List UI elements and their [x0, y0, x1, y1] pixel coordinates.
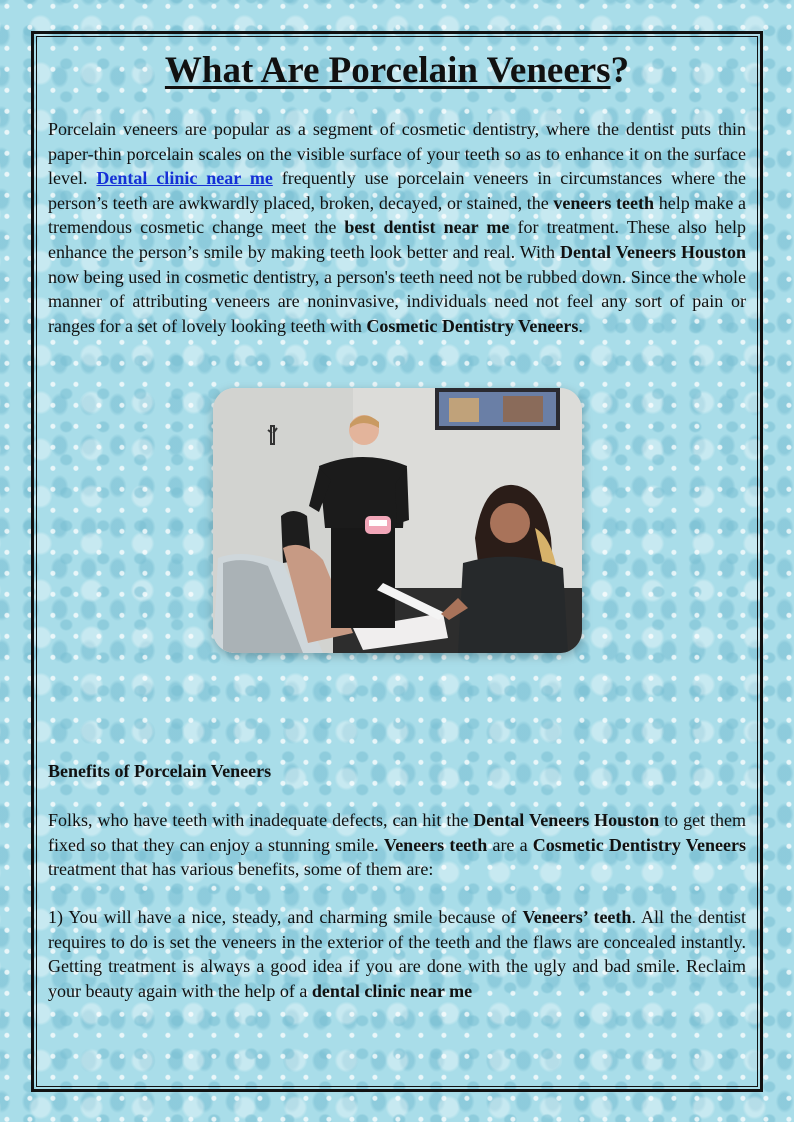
text-run: Folks, who have teeth with inadequate defects, can hit the — [48, 810, 474, 830]
text-run: 1) You will have a nice, steady, and charming smile because of — [48, 907, 523, 927]
text-run: treatment that has various benefits, some of them are: — [48, 859, 434, 880]
text-run: . — [578, 315, 583, 336]
bold-keyword: best dentist near me — [344, 217, 510, 238]
benefit-item-1 — [48, 905, 746, 1003]
bold-keyword: dental clinic near me — [311, 980, 473, 1001]
text-run: help make a tremendous cosmetic change meet the — [48, 192, 746, 238]
text-run: Porcelain veneers are popular as a segment of cosmetic dentistry, where the dentist puts thin paper-thin porcelain scales on the visible surface of your teeth so as to enhance it on the surface level. — [48, 119, 746, 189]
bold-keyword: Veneers teeth — [383, 834, 488, 855]
bold-keyword: veneers teeth — [553, 192, 655, 213]
text-run: are a — [487, 834, 533, 855]
benefits-paragraph — [48, 808, 746, 882]
benefits-heading: Benefits of Porcelain Veneers — [48, 761, 272, 781]
intro-paragraph — [48, 117, 746, 338]
page-title — [0, 48, 794, 94]
photo-illustration — [213, 388, 582, 653]
bold-keyword: Veneers’ teeth — [522, 907, 632, 927]
title-text: What Are Porcelain Veneers — [164, 50, 611, 91]
text-run: for treatment. These also help enhance the person’s smile by making teeth look better and real. With — [48, 217, 747, 262]
text-run: to get them fixed so that they can enjoy a stunning smile. — [48, 810, 747, 855]
bold-keyword: Cosmetic Dentistry Veneers — [366, 315, 579, 336]
dental-clinic-link[interactable]: Dental clinic near me — [96, 168, 273, 189]
title-question-mark: ? — [610, 50, 630, 91]
text-run: . All the dentist requires to do is set the veneers in the exterior of the teeth and the flaws are concealed instantly. Getting treatment is always a good idea if you are done with the ugly and bad smile. Reclaim your beauty again with the help of a — [48, 907, 746, 1001]
text-run: frequently use porcelain veneers in circumstances where the person’s teeth are awkwardly placed, broken, decayed, or stained, the — [48, 168, 746, 213]
bold-keyword: Cosmetic Dentistry Veneers — [532, 834, 746, 855]
dental-office-photo — [213, 388, 582, 653]
text-run: now being used in cosmetic dentistry, a person's teeth need not be rubbed down. Since the whole manner of attributing veneers are noninvasive, individuals need not feel any sort of pain or ranges for a set of lovely looking teeth with — [48, 266, 746, 336]
bold-keyword: Dental Veneers Houston — [473, 810, 660, 830]
bold-keyword: Dental Veneers Houston — [560, 241, 746, 262]
